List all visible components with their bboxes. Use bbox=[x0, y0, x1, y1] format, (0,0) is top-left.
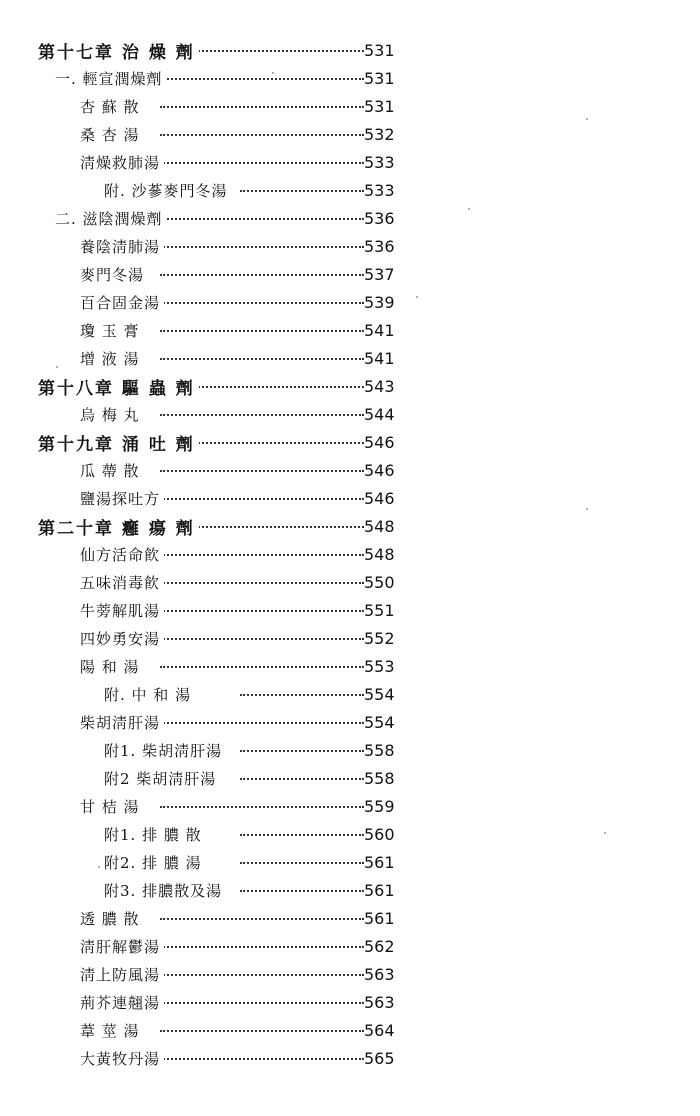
toc-entry-title: 附2 柴胡淸肝湯 bbox=[104, 768, 220, 789]
toc-entry-page: 559 bbox=[364, 796, 395, 816]
toc-entry-title: 葦 莖 湯 bbox=[80, 1020, 144, 1041]
toc-entry-row bbox=[0, 988, 700, 1016]
toc-entry-page: 533 bbox=[364, 180, 395, 200]
toc-entry-row bbox=[0, 820, 700, 848]
toc-chapter-row bbox=[0, 428, 700, 456]
toc-entry-title: 烏 梅 丸 bbox=[80, 404, 144, 425]
toc-entry-row bbox=[0, 960, 700, 988]
toc-entry-row bbox=[0, 876, 700, 904]
toc-entry-page: 563 bbox=[364, 992, 395, 1012]
leader-dots bbox=[160, 806, 364, 808]
toc-entry-row bbox=[0, 1016, 700, 1044]
toc-entry-row bbox=[0, 204, 700, 232]
toc-entry-row bbox=[0, 764, 700, 792]
toc-entry-row bbox=[0, 568, 700, 596]
toc-entry-title: 附. 中 和 湯 bbox=[104, 684, 195, 705]
toc-entry-title: 二. 滋陰潤燥劑 bbox=[55, 208, 167, 229]
toc-entry-page: 562 bbox=[364, 936, 395, 956]
toc-chapter-row bbox=[0, 372, 700, 400]
toc-entry-page: 546 bbox=[364, 460, 395, 480]
leader-dots bbox=[240, 778, 364, 780]
toc-entry-row bbox=[0, 848, 700, 876]
toc-entry-title: 鹽湯探吐方 bbox=[80, 488, 164, 509]
toc-entry-page: 561 bbox=[364, 880, 395, 900]
leader-dots bbox=[160, 1002, 364, 1004]
toc-entry-row bbox=[0, 596, 700, 624]
toc-entry-page: 560 bbox=[364, 824, 395, 844]
toc-entry-page: 532 bbox=[364, 124, 395, 144]
toc-chapter-row bbox=[0, 512, 700, 540]
toc-entry-title: 桑 杏 湯 bbox=[80, 124, 144, 145]
toc-entry-page: 541 bbox=[364, 320, 395, 340]
leader-dots bbox=[160, 498, 364, 500]
toc-entry-title: 瓊 玉 膏 bbox=[80, 320, 144, 341]
leader-dots bbox=[160, 246, 364, 248]
scan-speck bbox=[586, 118, 588, 120]
toc-entry-row bbox=[0, 932, 700, 960]
leader-dots bbox=[160, 330, 364, 332]
toc-entry-page: 561 bbox=[364, 908, 395, 928]
toc-entry-title: 淸燥救肺湯 bbox=[80, 152, 164, 173]
toc-entry-page: 531 bbox=[364, 40, 395, 60]
leader-dots bbox=[160, 610, 364, 612]
toc-entry-row bbox=[0, 736, 700, 764]
toc-entry-row bbox=[0, 484, 700, 512]
toc-entry-row bbox=[0, 652, 700, 680]
toc-entry-title: 四妙勇安湯 bbox=[80, 628, 164, 649]
toc-entry-row bbox=[0, 120, 700, 148]
toc-entry-page: 565 bbox=[364, 1048, 395, 1068]
toc-entry-title: 第二十章 癰 瘍 劑 bbox=[38, 514, 199, 539]
toc-entry-page: 537 bbox=[364, 264, 395, 284]
toc-entry-row bbox=[0, 904, 700, 932]
toc-entry-title: 附. 沙蔘麥門冬湯 bbox=[104, 180, 232, 201]
leader-dots bbox=[160, 554, 364, 556]
leader-dots bbox=[160, 162, 364, 164]
toc-entry-row bbox=[0, 540, 700, 568]
toc-entry-row bbox=[0, 148, 700, 176]
toc-entry-row bbox=[0, 708, 700, 736]
toc-entry-title: 甘 桔 湯 bbox=[80, 796, 144, 817]
toc-entry-row bbox=[0, 316, 700, 344]
toc-entry-title: 仙方活命飮 bbox=[80, 544, 164, 565]
leader-dots bbox=[160, 106, 364, 108]
scan-speck bbox=[416, 296, 418, 298]
toc-entry-row bbox=[0, 400, 700, 428]
toc-entry-title: 淸上防風湯 bbox=[80, 964, 164, 985]
toc-entry-page: 544 bbox=[364, 404, 395, 424]
toc-entry-row bbox=[0, 232, 700, 260]
toc-entry-title: 淸肝解鬱湯 bbox=[80, 936, 164, 957]
scan-speck bbox=[604, 832, 606, 834]
toc-entry-page: 558 bbox=[364, 740, 395, 760]
leader-dots bbox=[160, 78, 364, 80]
toc-entry-page: 554 bbox=[364, 684, 395, 704]
toc-entry-title: 附1. 柴胡淸肝湯 bbox=[104, 740, 226, 761]
toc-entry-row bbox=[0, 64, 700, 92]
leader-dots bbox=[160, 666, 364, 668]
toc-entry-title: 透 膿 散 bbox=[80, 908, 144, 929]
toc-entry-title: 第十七章 治 燥 劑 bbox=[38, 38, 199, 63]
leader-dots bbox=[160, 414, 364, 416]
toc-entry-title: 杏 蘇 散 bbox=[80, 96, 144, 117]
toc-entry-page: 551 bbox=[364, 600, 395, 620]
toc-entry-title: 麥門冬湯 bbox=[80, 264, 148, 285]
toc-entry-row bbox=[0, 92, 700, 120]
scan-speck bbox=[56, 366, 58, 368]
table-of-contents bbox=[0, 36, 700, 1072]
scan-speck bbox=[98, 866, 100, 868]
leader-dots bbox=[240, 190, 364, 192]
leader-dots bbox=[240, 862, 364, 864]
toc-entry-row bbox=[0, 456, 700, 484]
toc-entry-page: 558 bbox=[364, 768, 395, 788]
scan-speck bbox=[468, 208, 470, 210]
toc-entry-page: 561 bbox=[364, 852, 395, 872]
leader-dots bbox=[160, 918, 364, 920]
toc-entry-title: 第十九章 涌 吐 劑 bbox=[38, 430, 199, 455]
toc-entry-title: 五味消毒飮 bbox=[80, 572, 164, 593]
toc-entry-page: 543 bbox=[364, 376, 395, 396]
toc-entry-page: 553 bbox=[364, 656, 395, 676]
toc-entry-title: 陽 和 湯 bbox=[80, 656, 144, 677]
toc-entry-title: 養陰淸肺湯 bbox=[80, 236, 164, 257]
leader-dots bbox=[160, 582, 364, 584]
toc-entry-page: 531 bbox=[364, 96, 395, 116]
toc-entry-page: 533 bbox=[364, 152, 395, 172]
leader-dots bbox=[160, 1030, 364, 1032]
toc-entry-title: 第十八章 驅 蟲 劑 bbox=[38, 374, 199, 399]
toc-entry-title: 附2. 排 膿 湯 bbox=[104, 852, 206, 873]
toc-entry-row bbox=[0, 176, 700, 204]
toc-entry-title: 增 液 湯 bbox=[80, 348, 144, 369]
toc-chapter-row bbox=[0, 36, 700, 64]
toc-entry-page: 541 bbox=[364, 348, 395, 368]
toc-entry-title: 大黃牧丹湯 bbox=[80, 1048, 164, 1069]
toc-entry-page: 536 bbox=[364, 208, 395, 228]
toc-entry-page: 531 bbox=[364, 68, 395, 88]
toc-entry-page: 546 bbox=[364, 432, 395, 452]
toc-entry-row bbox=[0, 792, 700, 820]
scan-speck bbox=[272, 72, 274, 74]
toc-entry-row bbox=[0, 260, 700, 288]
leader-dots bbox=[160, 274, 364, 276]
toc-entry-row bbox=[0, 680, 700, 708]
leader-dots bbox=[160, 218, 364, 220]
leader-dots bbox=[160, 1058, 364, 1060]
toc-entry-page: 563 bbox=[364, 964, 395, 984]
scan-speck bbox=[586, 508, 588, 510]
toc-entry-page: 550 bbox=[364, 572, 395, 592]
leader-dots bbox=[240, 694, 364, 696]
toc-entry-title: 牛蒡解肌湯 bbox=[80, 600, 164, 621]
leader-dots bbox=[160, 722, 364, 724]
toc-entry-page: 536 bbox=[364, 236, 395, 256]
toc-entry-title: 瓜 蔕 散 bbox=[80, 460, 144, 481]
toc-entry-page: 548 bbox=[364, 544, 395, 564]
leader-dots bbox=[240, 750, 364, 752]
toc-entry-title: 附1. 排 膿 散 bbox=[104, 824, 206, 845]
toc-entry-row bbox=[0, 344, 700, 372]
toc-entry-row bbox=[0, 624, 700, 652]
toc-entry-page: 546 bbox=[364, 488, 395, 508]
leader-dots bbox=[160, 470, 364, 472]
leader-dots bbox=[160, 134, 364, 136]
leader-dots bbox=[160, 638, 364, 640]
toc-entry-row bbox=[0, 1044, 700, 1072]
leader-dots bbox=[160, 358, 364, 360]
toc-entry-title: 一. 輕宣潤燥劑 bbox=[55, 68, 167, 89]
leader-dots bbox=[240, 890, 364, 892]
toc-entry-page: 539 bbox=[364, 292, 395, 312]
toc-entry-title: 百合固金湯 bbox=[80, 292, 164, 313]
toc-entry-title: 附3. 排膿散及湯 bbox=[104, 880, 226, 901]
toc-entry-page: 554 bbox=[364, 712, 395, 732]
leader-dots bbox=[160, 974, 364, 976]
leader-dots bbox=[240, 834, 364, 836]
toc-entry-title: 荊芥連翹湯 bbox=[80, 992, 164, 1013]
leader-dots bbox=[160, 946, 364, 948]
toc-entry-page: 548 bbox=[364, 516, 395, 536]
toc-entry-page: 564 bbox=[364, 1020, 395, 1040]
toc-entry-row bbox=[0, 288, 700, 316]
toc-entry-title: 柴胡淸肝湯 bbox=[80, 712, 164, 733]
leader-dots bbox=[160, 302, 364, 304]
toc-entry-page: 552 bbox=[364, 628, 395, 648]
